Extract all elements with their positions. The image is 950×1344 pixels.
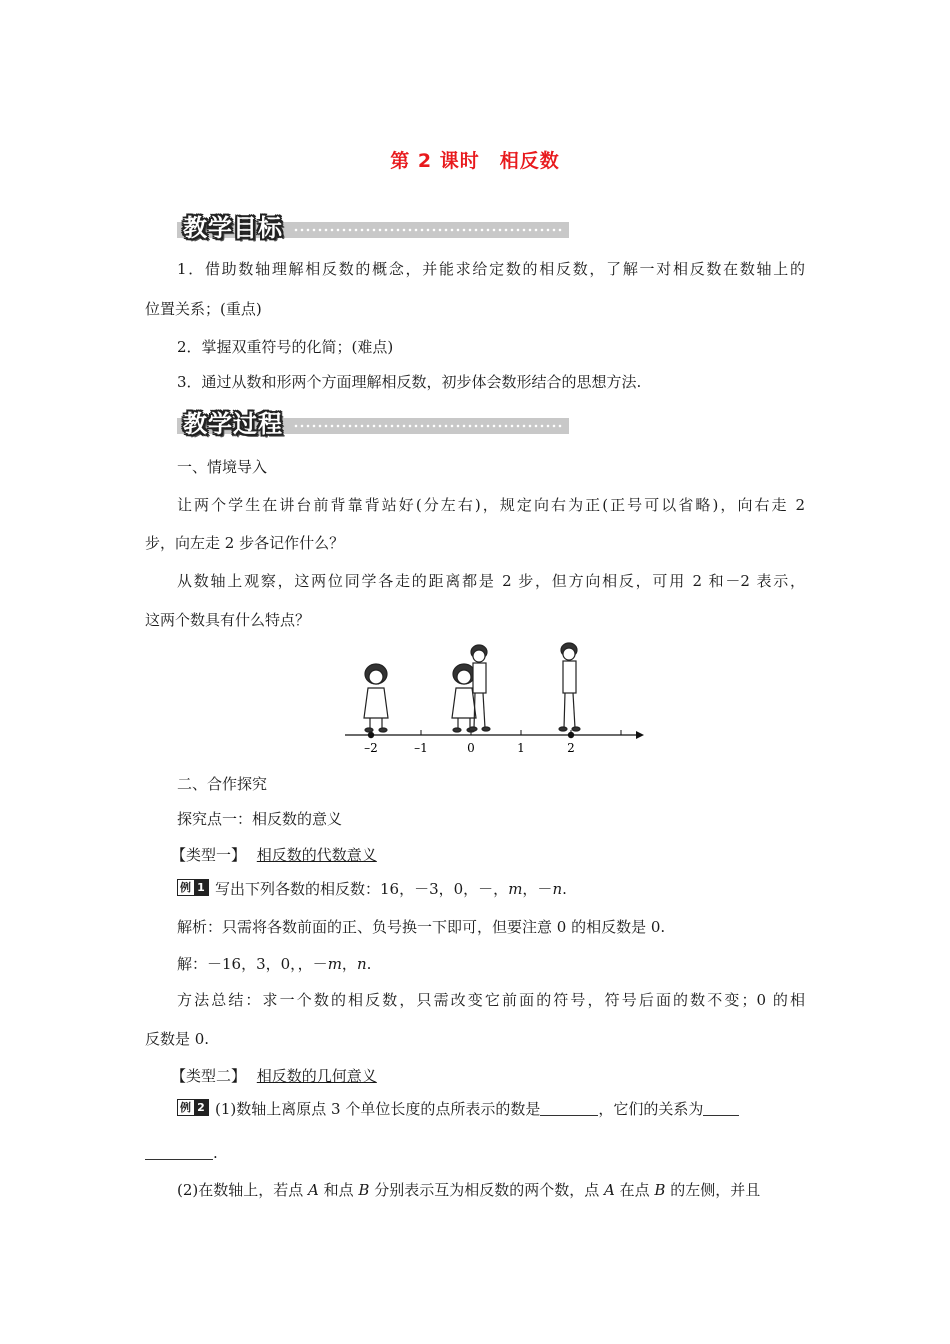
example-2-badge: 例 2 — [177, 1099, 209, 1116]
example-2-part-1-cont — [145, 1143, 218, 1163]
page-title: 第 2 课时 相反数 — [390, 150, 560, 172]
answer-blank[interactable] — [540, 1101, 598, 1116]
number-line-figure — [340, 638, 650, 758]
goal-3: 3．通过从数和形两个方面理解相反数，初步体会数形结合的思想方法. — [177, 373, 642, 391]
type-2-tag: 【类型二】 — [171, 1067, 247, 1085]
intro-paragraph-2-line-1: 从数轴上观察，这两位同学各走的距离都是 2 步，但方向相反，可用 2 和－2 表示， — [177, 572, 805, 590]
summary-line-2: 反数是 0. — [145, 1030, 210, 1048]
type-1-line — [171, 845, 377, 865]
solution-text-a: 解：－16，3，0，，－ — [177, 955, 328, 973]
tick-label: 1 — [517, 741, 525, 755]
example-1-var-n: n — [552, 880, 563, 898]
example-2-text-b: ，它们的关系为 — [598, 1100, 704, 1118]
answer-blank[interactable] — [703, 1101, 739, 1116]
solution-text-b: ， — [341, 955, 357, 973]
intro-paragraph-1-line-2: 步，向左走 2 步各记作什么？ — [145, 534, 345, 552]
example-1-var-m: m — [508, 880, 523, 898]
tick-label: 0 — [467, 741, 475, 755]
type-2-line — [171, 1066, 377, 1086]
banner-label: 教学目标 — [183, 214, 283, 242]
solution-text-end: . — [366, 955, 372, 973]
axis-arrow-icon — [636, 731, 644, 739]
answer-blank[interactable] — [145, 1145, 213, 1160]
goal-1-line-2: 位置关系；(重点) — [145, 300, 262, 318]
boy-figure-icon — [559, 643, 580, 731]
banner-dots — [293, 424, 563, 428]
banner-label: 教学过程 — [183, 410, 283, 438]
section-banner-goals — [177, 208, 569, 240]
tick-label: –2 — [364, 741, 378, 755]
example-1-text-end: . — [562, 880, 567, 898]
girl-figure-icon — [452, 664, 476, 732]
type-1-title: 相反数的代数意义 — [256, 846, 377, 864]
solution-var-m: m — [327, 955, 342, 973]
example-2-part-2: (2)在数轴上，若点 A 和点 B 分别表示互为相反数的两个数，点 A 在点 B 的左侧，并且 — [177, 1181, 761, 1199]
example-2-part-1 — [177, 1099, 739, 1119]
example-1-text: 写出下列各数的相反数：16，－3，0，－， — [215, 880, 509, 898]
explore-point-1: 探究点一：相反数的意义 — [177, 810, 343, 828]
girl-figure-icon — [364, 664, 388, 732]
type-2-title: 相反数的几何意义 — [256, 1067, 377, 1085]
number-line-svg — [340, 638, 650, 758]
explore-heading: 二、合作探究 — [177, 775, 268, 793]
tick-label: 2 — [567, 741, 575, 755]
solution-text — [177, 954, 371, 974]
goal-1-line-1: 1．借助数轴理解相反数的概念，并能求给定数的相反数，了解一对相反数在数轴上的 — [177, 260, 805, 278]
tick-label: –1 — [414, 741, 428, 755]
intro-paragraph-2-line-2: 这两个数具有什么特点？ — [145, 611, 311, 629]
goal-2: 2．掌握双重符号的化简；(难点) — [177, 338, 394, 356]
example-1-text-mid: ，－ — [522, 880, 553, 898]
solution-var-n: n — [356, 955, 367, 973]
section-banner-process — [177, 404, 569, 436]
summary-line-1: 方法总结：求一个数的相反数，只需改变它前面的符号，符号后面的数不变；0 的相 — [177, 991, 805, 1009]
banner-dots — [293, 228, 563, 232]
point-dot — [368, 732, 374, 738]
point-dot — [568, 732, 574, 738]
analysis-text: 解析：只需将各数前面的正、负号换一下即可，但要注意 0 的相反数是 0. — [177, 918, 666, 936]
type-1-tag: 【类型一】 — [171, 846, 247, 864]
example-1-badge: 例 1 — [177, 879, 209, 896]
intro-heading: 一、情境导入 — [177, 458, 268, 476]
example-2-end: . — [213, 1144, 218, 1162]
intro-paragraph-1-line-1: 让两个学生在讲台前背靠背站好(分左右)，规定向右为正(正号可以省略)，向右走 2 — [177, 496, 805, 514]
example-1 — [177, 879, 567, 899]
example-2-text-a: (1)数轴上离原点 3 个单位长度的点所表示的数是 — [215, 1100, 541, 1118]
